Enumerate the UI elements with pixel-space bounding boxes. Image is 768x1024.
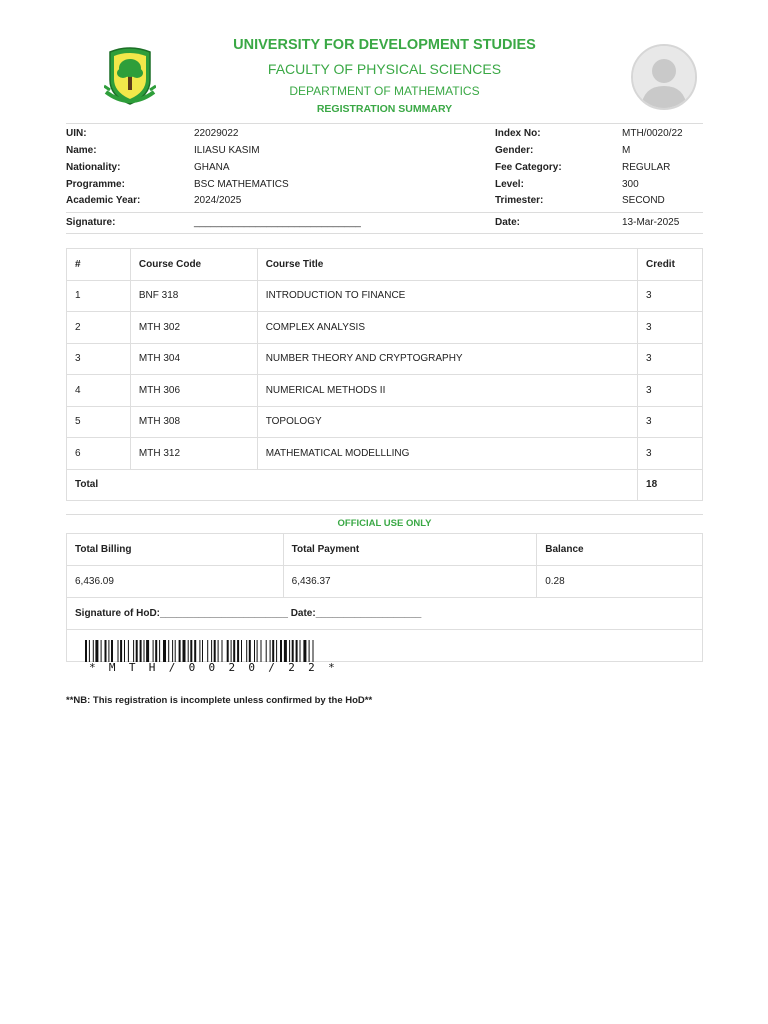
course-title: COMPLEX ANALYSIS — [257, 312, 637, 344]
registration-document — [66, 0, 703, 706]
uin-value: 22029022 — [194, 128, 239, 139]
course-title: TOPOLOGY — [257, 406, 637, 438]
table-row — [67, 438, 703, 470]
course-code: MTH 308 — [130, 406, 257, 438]
user-avatar-icon — [631, 44, 697, 110]
name-label: Name: — [66, 145, 97, 156]
name-value: ILIASU KASIM — [194, 145, 260, 156]
faculty-name: FACULTY OF PHYSICAL SCIENCES — [267, 61, 502, 77]
table-row — [67, 375, 703, 407]
hod-signature-line: Signature of HoD:_______________________ Date:___________________ — [67, 598, 703, 630]
signature-row — [66, 212, 703, 234]
course-code: BNF 318 — [130, 280, 257, 312]
university-name: UNIVERSITY FOR DEVELOPMENT STUDIES — [233, 37, 536, 53]
barcode-icon — [85, 640, 401, 662]
barcode-row — [67, 630, 703, 662]
course-title: MATHEMATICAL MODELLLING — [257, 438, 637, 470]
course-credit: 3 — [638, 406, 703, 438]
row-number: 4 — [67, 375, 131, 407]
course-credit: 3 — [638, 375, 703, 407]
date-value: 13-Mar-2025 — [622, 217, 680, 228]
course-credit: 3 — [638, 280, 703, 312]
document-header — [66, 0, 703, 120]
info-row — [66, 162, 703, 179]
column-header: Total Payment — [283, 534, 537, 566]
trimester-value: SECOND — [622, 195, 665, 206]
column-header: Course Code — [130, 249, 257, 281]
academic-year-value: 2024/2025 — [194, 195, 242, 206]
fee-category-label: Fee Category: — [495, 162, 562, 173]
info-row — [66, 128, 703, 145]
billing-table — [66, 533, 703, 674]
column-header: # — [67, 249, 131, 281]
column-header: Course Title — [257, 249, 637, 281]
table-header-row — [67, 249, 703, 281]
course-credit: 3 — [638, 438, 703, 470]
index-no-value: MTH/0020/22 — [622, 128, 683, 139]
index-no-label: Index No: — [495, 128, 541, 139]
programme-label: Programme: — [66, 179, 125, 190]
courses-table — [66, 248, 703, 501]
course-title: NUMERICAL METHODS II — [257, 375, 637, 407]
barcode-cell — [67, 630, 703, 674]
course-credit: 3 — [638, 343, 703, 375]
row-number: 1 — [67, 280, 131, 312]
level-label: Level: — [495, 179, 524, 190]
course-title: NUMBER THEORY AND CRYPTOGRAPHY — [257, 343, 637, 375]
signature-label: Signature: — [66, 217, 116, 228]
course-code: MTH 306 — [130, 375, 257, 407]
signature-line: ______________________________ — [194, 217, 361, 228]
course-credit: 3 — [638, 312, 703, 344]
row-number: 5 — [67, 406, 131, 438]
total-payment-value: 6,436.37 — [283, 566, 537, 598]
gender-label: Gender: — [495, 145, 534, 156]
nationality-value: GHANA — [194, 162, 230, 173]
table-row — [67, 406, 703, 438]
department-name: DEPARTMENT OF MATHEMATICS — [289, 84, 480, 98]
programme-value: BSC MATHEMATICS — [194, 179, 289, 190]
course-code: MTH 302 — [130, 312, 257, 344]
info-row — [66, 195, 703, 212]
table-row — [67, 343, 703, 375]
total-row — [67, 469, 703, 501]
academic-year-label: Academic Year: — [66, 195, 141, 206]
uin-label: UIN: — [66, 128, 87, 139]
hod-signature-row — [67, 598, 703, 630]
document-title: REGISTRATION SUMMARY — [316, 103, 453, 115]
row-number: 2 — [67, 312, 131, 344]
column-header: Total Billing — [67, 534, 284, 566]
total-billing-value: 6,436.09 — [67, 566, 284, 598]
row-number: 3 — [67, 343, 131, 375]
table-row — [67, 312, 703, 344]
student-info — [66, 123, 703, 228]
total-label: Total — [67, 469, 638, 501]
level-value: 300 — [622, 179, 639, 190]
trimester-label: Trimester: — [495, 195, 544, 206]
billing-header-row — [67, 534, 703, 566]
date-label: Date: — [495, 217, 521, 228]
info-row — [66, 145, 703, 162]
billing-values-row — [67, 566, 703, 598]
info-row — [66, 179, 703, 196]
column-header: Credit — [638, 249, 703, 281]
fee-category-value: REGULAR — [622, 162, 671, 173]
row-number: 6 — [67, 438, 131, 470]
barcode-text: *MTH/0020/22* — [89, 661, 348, 674]
nationality-label: Nationality: — [66, 162, 121, 173]
course-code: MTH 304 — [130, 343, 257, 375]
nb-note: **NB: This registration is incomplete unless confirmed by the HoD** — [66, 695, 373, 706]
total-credits: 18 — [638, 469, 703, 501]
course-title: INTRODUCTION TO FINANCE — [257, 280, 637, 312]
table-row — [67, 280, 703, 312]
gender-value: M — [622, 145, 631, 156]
column-header: Balance — [537, 534, 703, 566]
balance-value: 0.28 — [537, 566, 703, 598]
university-crest-icon — [104, 46, 156, 108]
official-use-title: OFFICIAL USE ONLY — [66, 514, 703, 529]
course-code: MTH 312 — [130, 438, 257, 470]
